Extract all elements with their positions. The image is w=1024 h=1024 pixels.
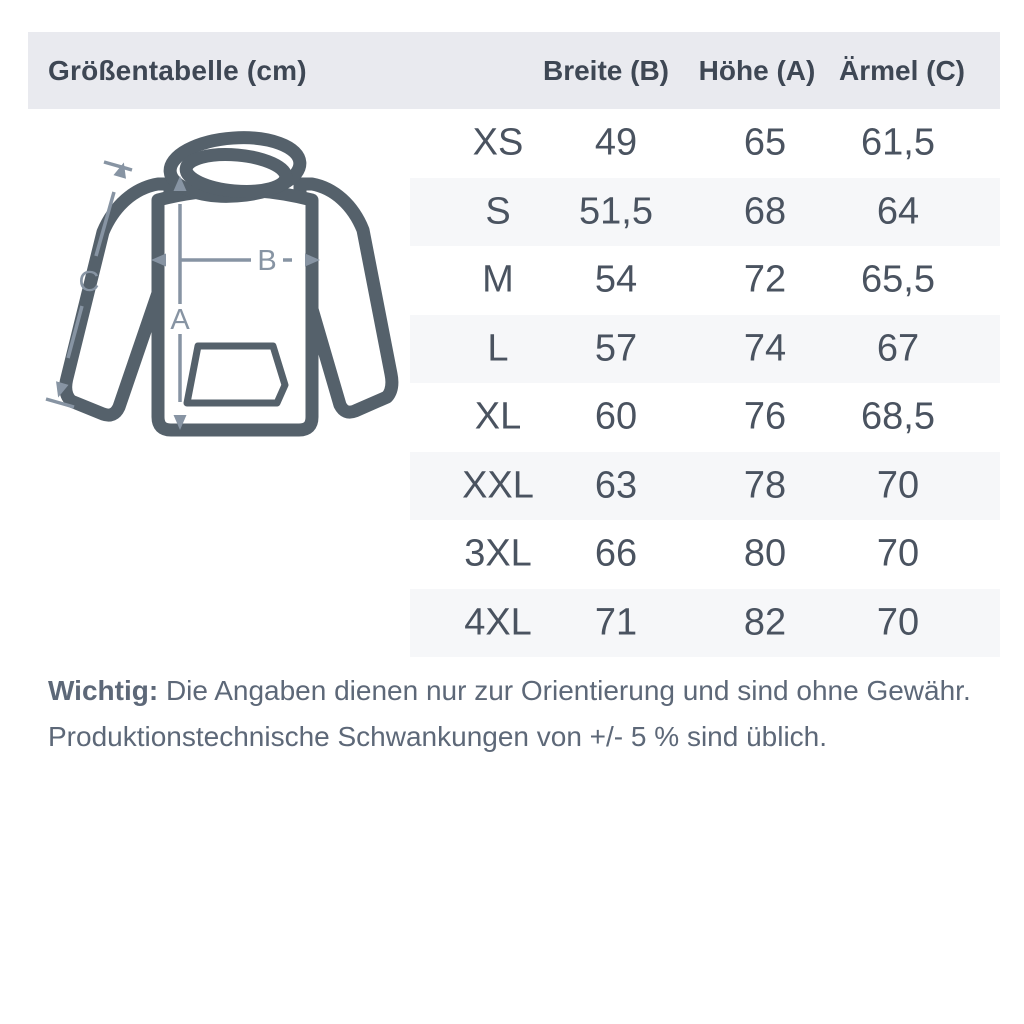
page-title: Größentabelle (cm) xyxy=(48,54,307,86)
cell-hoehe: 74 xyxy=(743,327,787,370)
cell-size: L xyxy=(487,327,509,370)
disclaimer-line1: Die Angaben dienen nur zur Orientierung und sind ohne Gewähr. xyxy=(165,675,971,706)
table-row xyxy=(410,520,1000,589)
column-header-aermel: Ärmel (C) xyxy=(838,54,966,86)
table-header-band xyxy=(28,32,1000,109)
table-row xyxy=(410,589,1000,658)
cell-hoehe: 82 xyxy=(743,601,787,644)
cell-hoehe: 65 xyxy=(743,121,787,164)
cell-breite: 57 xyxy=(594,327,638,370)
cell-aermel: 65,5 xyxy=(861,258,935,301)
cell-breite: 71 xyxy=(594,601,638,644)
cell-breite: 49 xyxy=(594,121,638,164)
cell-size: XS xyxy=(472,121,524,164)
cell-hoehe: 72 xyxy=(743,258,787,301)
cell-breite: 63 xyxy=(594,464,638,507)
dimension-label-c: C xyxy=(78,266,100,298)
hoodie-measurement-diagram xyxy=(40,118,405,453)
disclaimer-label: Wichtig: xyxy=(48,675,159,706)
size-table xyxy=(410,109,1000,657)
column-header-hoehe: Höhe (A) xyxy=(698,54,816,86)
cell-size: S xyxy=(485,190,511,233)
cell-aermel: 68,5 xyxy=(861,395,935,438)
table-row xyxy=(410,109,1000,178)
table-row xyxy=(410,246,1000,315)
cell-breite: 51,5 xyxy=(579,190,653,233)
table-row xyxy=(410,178,1000,247)
disclaimer-note xyxy=(48,668,978,760)
dimension-label-b: B xyxy=(257,245,277,277)
cell-size: M xyxy=(482,258,514,301)
cell-size: 4XL xyxy=(464,601,532,644)
table-row xyxy=(410,315,1000,384)
cell-hoehe: 76 xyxy=(743,395,787,438)
cell-aermel: 67 xyxy=(876,327,920,370)
dimension-label-a: A xyxy=(170,304,190,336)
hoodie-pocket xyxy=(187,346,285,403)
cell-aermel: 61,5 xyxy=(861,121,935,164)
table-row xyxy=(410,452,1000,521)
cell-breite: 60 xyxy=(594,395,638,438)
cell-breite: 54 xyxy=(594,258,638,301)
cell-aermel: 70 xyxy=(876,601,920,644)
cell-breite: 66 xyxy=(594,532,638,575)
cell-size: 3XL xyxy=(464,532,532,575)
cell-size: XXL xyxy=(462,464,534,507)
cell-hoehe: 68 xyxy=(743,190,787,233)
cell-hoehe: 80 xyxy=(743,532,787,575)
cell-aermel: 70 xyxy=(876,532,920,575)
disclaimer-line2: Produktionstechnische Schwankungen von +/- 5 % sind üblich. xyxy=(48,721,828,752)
cell-aermel: 70 xyxy=(876,464,920,507)
cell-hoehe: 78 xyxy=(743,464,787,507)
table-row xyxy=(410,383,1000,452)
column-header-breite: Breite (B) xyxy=(542,54,670,86)
hood-inner-outline xyxy=(185,151,288,196)
cell-aermel: 64 xyxy=(876,190,920,233)
cell-size: XL xyxy=(474,395,522,438)
